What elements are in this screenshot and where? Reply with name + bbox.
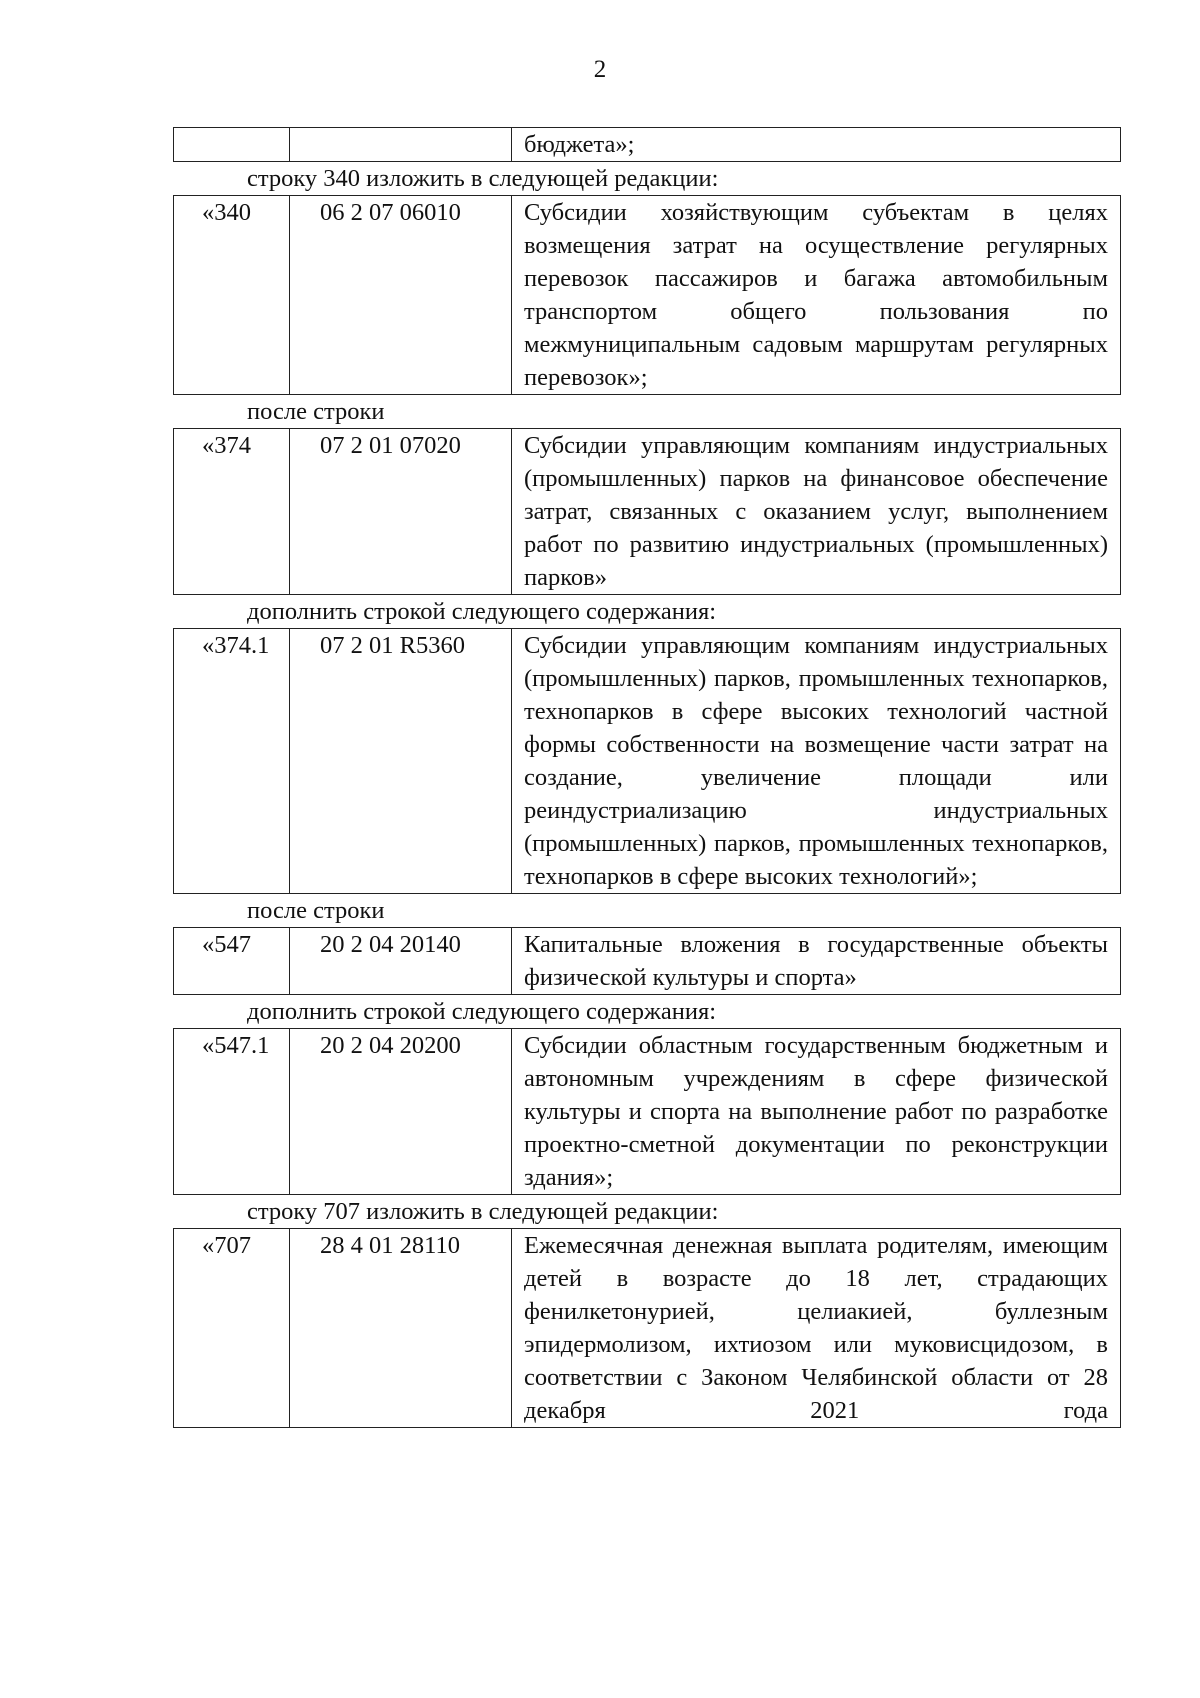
row-number-cell: «374 [174,429,290,595]
expense-description-cell: Субсидии управляющим компаниям индустриальных (промышленных) парков на финансовое обеспечение затрат, связанных с оказанием услуг, выполнением работ по развитию индустриальных (промышленных) парков» [512,429,1121,595]
classification-code-cell [290,128,512,162]
classification-code-cell: 07 2 01 07020 [290,429,512,595]
expense-description-cell: бюджета»; [512,128,1121,162]
amendment-instruction: после строки [247,398,385,425]
expense-description-cell: Ежемесячная денежная выплата родителям, имеющим детей в возрасте до 18 лет, страдающих фенилкетонурией, целиакией, буллезным эпидермолизом, ихтиозом или муковисцидозом, в соответствии с Законом Челябинской области от 28 декабря 2021 года [512,1229,1121,1428]
classification-code-cell: 28 4 01 28110 [290,1229,512,1428]
amendment-instruction: строку 340 изложить в следующей редакции: [247,165,719,192]
document-body [173,127,1121,1428]
table-row [173,1228,1121,1428]
classification-code-cell: 20 2 04 20140 [290,928,512,995]
amendment-instruction: дополнить строкой следующего содержания: [247,998,717,1025]
table-row [173,127,1121,162]
classification-code-cell: 07 2 01 R5360 [290,629,512,894]
table-row [173,927,1121,995]
row-number-cell [174,128,290,162]
amendment-instruction: строку 707 изложить в следующей редакции: [247,1198,719,1225]
row-number-cell: «547.1 [174,1029,290,1195]
classification-code-cell: 20 2 04 20200 [290,1029,512,1195]
expense-description-cell: Субсидии управляющим компаниям индустриальных (промышленных) парков, промышленных технопарков, технопарков в сфере высоких технологий частной формы собственности на возмещение части затрат на создание, увеличение площади или реиндустриализацию индустриальных (промышленных) парков, промышленных технопарков, технопарков в сфере высоких технологий»; [512,629,1121,894]
expense-description-cell: Капитальные вложения в государственные объекты физической культуры и спорта» [512,928,1121,995]
table-row [173,195,1121,395]
amendment-instruction: дополнить строкой следующего содержания: [247,598,717,625]
row-number-cell: «374.1 [174,629,290,894]
row-number-cell: «707 [174,1229,290,1428]
table-row [173,1028,1121,1195]
row-number-cell: «340 [174,196,290,395]
row-number-cell: «547 [174,928,290,995]
expense-description-cell: Субсидии хозяйствующим субъектам в целях возмещения затрат на осуществление регулярных перевозок пассажиров и багажа автомобильным транспортом общего пользования по межмуниципальным садовым маршрутам регулярных перевозок»; [512,196,1121,395]
table-row [173,428,1121,595]
page-number: 2 [593,56,607,83]
amendment-instruction: после строки [247,897,385,924]
classification-code-cell: 06 2 07 06010 [290,196,512,395]
expense-description-cell: Субсидии областным государственным бюджетным и автономным учреждениям в сфере физической культуры и спорта на выполнение работ по разработке проектно-сметной документации по реконструкции здания»; [512,1029,1121,1195]
table-row [173,628,1121,894]
